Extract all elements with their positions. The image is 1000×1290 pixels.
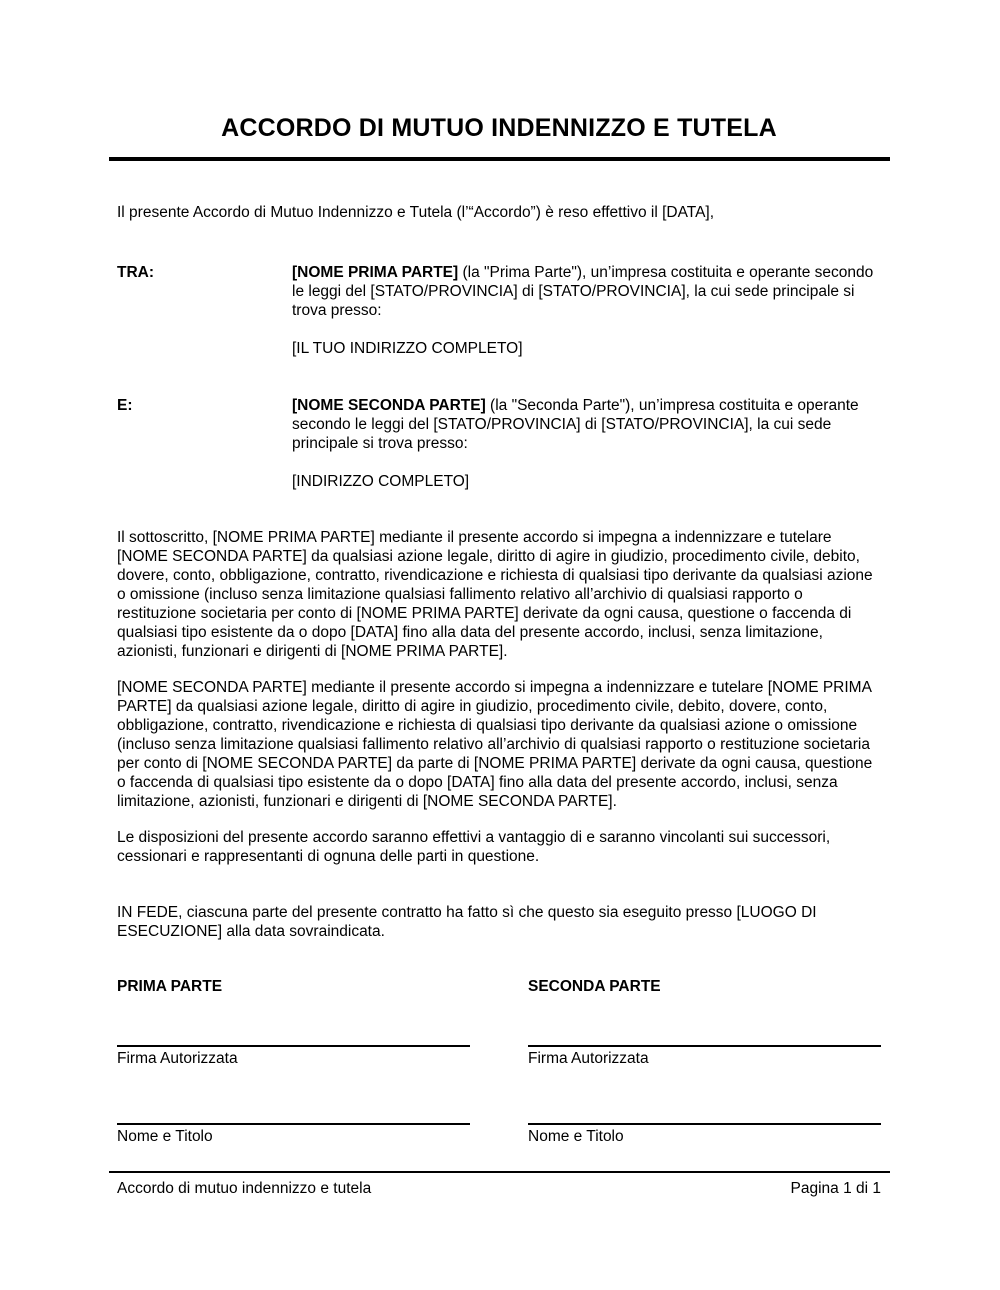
body-paragraph-2: [NOME SECONDA PARTE] mediante il presente accordo si impegna a indennizzare e tutelare [NOME PRIMA PARTE] da qualsiasi azione legale, diritto di agire in giudizio, procedimento civile, debito, dovere, conto, obbligazione, contratto, rivendicazione e richiesta di qualsiasi tipo derivante da qualsiasi azione o omissione (incluso senza limitazione qualsiasi fallimento relativo all’archivio di qualsiasi rapporto o restituzione societaria per conto di [NOME SECONDA PARTE] da parte di [NOME PRIMA PARTE] derivate da ogni causa, questione o faccenda di qualsiasi tipo esistente da o dopo [DATA] fino alla data del presente accordo, inclusi, senza limitazione, azionisti, funzionari e dirigenti di [NOME SECONDA PARTE]. xyxy=(117,679,873,810)
party-name-second: [NOME SECONDA PARTE] xyxy=(292,397,486,414)
party-description-text-second: (la "Seconda Parte"), un’impresa costituita e operante secondo le leggi del [STATO/PROVINCIA] di [STATO/PROVINCIA], la cui sede principale si trova presso: xyxy=(292,397,859,452)
body-paragraph-1: Il sottoscritto, [NOME PRIMA PARTE] mediante il presente accordo si impegna a indennizzare e tutelare [NOME SECONDA PARTE] da qualsiasi azione legale, diritto di agire in giudizio, procedimento civile, debito, dovere, conto, obbligazione, contratto, rivendicazione e richiesta di qualsiasi tipo derivante da qualsiasi azione o omissione (incluso senza limitazione qualsiasi fallimento relativo all’archivio di qualsiasi rapporto o restituzione societaria per conto di [NOME PRIMA PARTE] derivate da ogni causa, questione o faccenda di qualsiasi tipo esistente da o dopo [DATA] fino alla data del presente accordo, inclusi, senza limitazione, azionisti, funzionari e dirigenti di [NOME PRIMA PARTE]. xyxy=(117,529,873,660)
body-paragraph-3: Le disposizioni del presente accordo saranno effettivi a vantaggio di e saranno vincolanti sui successori, cessionari e rappresentanti di ognuna delle parti in questione. xyxy=(117,829,831,865)
intro-paragraph: Il presente Accordo di Mutuo Indennizzo e Tutela (l’“Accordo”) è reso effettivo il [DATA], xyxy=(117,204,715,221)
signature-block-first-party xyxy=(117,977,470,1146)
document-title: ACCORDO DI MUTUO INDENNIZZO E TUTELA xyxy=(221,114,777,142)
footer-rule xyxy=(109,1171,890,1173)
party-name-first: [NOME PRIMA PARTE] xyxy=(292,264,459,281)
party-body-first xyxy=(292,263,881,358)
party-row-e xyxy=(117,396,881,491)
name-label-second: Nome e Titolo xyxy=(528,1128,624,1145)
party-description-text-first: (la "Prima Parte"), un’impresa costituita e operante secondo le leggi del [STATO/PROVINCIA] di [STATO/PROVINCIA], la cui sede principale si trova presso: xyxy=(292,264,874,319)
party-label-tra: TRA: xyxy=(117,264,155,281)
party-label-e: E: xyxy=(117,397,133,414)
name-label-first: Nome e Titolo xyxy=(117,1128,213,1145)
body-paragraph-4: IN FEDE, ciascuna parte del presente contratto ha fatto sì che questo sia eseguito presso [LUOGO DI ESECUZIONE] alla data sovraindicata. xyxy=(117,904,817,940)
name-line-first xyxy=(117,1123,470,1125)
footer-document-title: Accordo di mutuo indennizzo e tutela xyxy=(117,1180,372,1197)
signature-label-first: Firma Autorizzata xyxy=(117,1050,238,1067)
signature-header-second: SECONDA PARTE xyxy=(528,978,661,995)
party-row-tra xyxy=(117,263,881,358)
signature-line-first xyxy=(117,1045,470,1047)
signature-area xyxy=(117,977,881,1146)
signature-block-second-party xyxy=(528,977,881,1146)
title-rule xyxy=(109,157,890,161)
footer xyxy=(117,1179,881,1198)
signature-line-second xyxy=(528,1045,881,1047)
party-description-first xyxy=(292,263,881,320)
name-line-second xyxy=(528,1123,881,1125)
party-description-second xyxy=(292,396,881,453)
party-address-second: [INDIRIZZO COMPLETO] xyxy=(292,473,470,490)
signature-label-second: Firma Autorizzata xyxy=(528,1050,649,1067)
party-body-second xyxy=(292,396,881,491)
party-address-first: [IL TUO INDIRIZZO COMPLETO] xyxy=(292,340,523,357)
signature-header-first: PRIMA PARTE xyxy=(117,978,223,995)
footer-page-number: Pagina 1 di 1 xyxy=(790,1180,881,1197)
